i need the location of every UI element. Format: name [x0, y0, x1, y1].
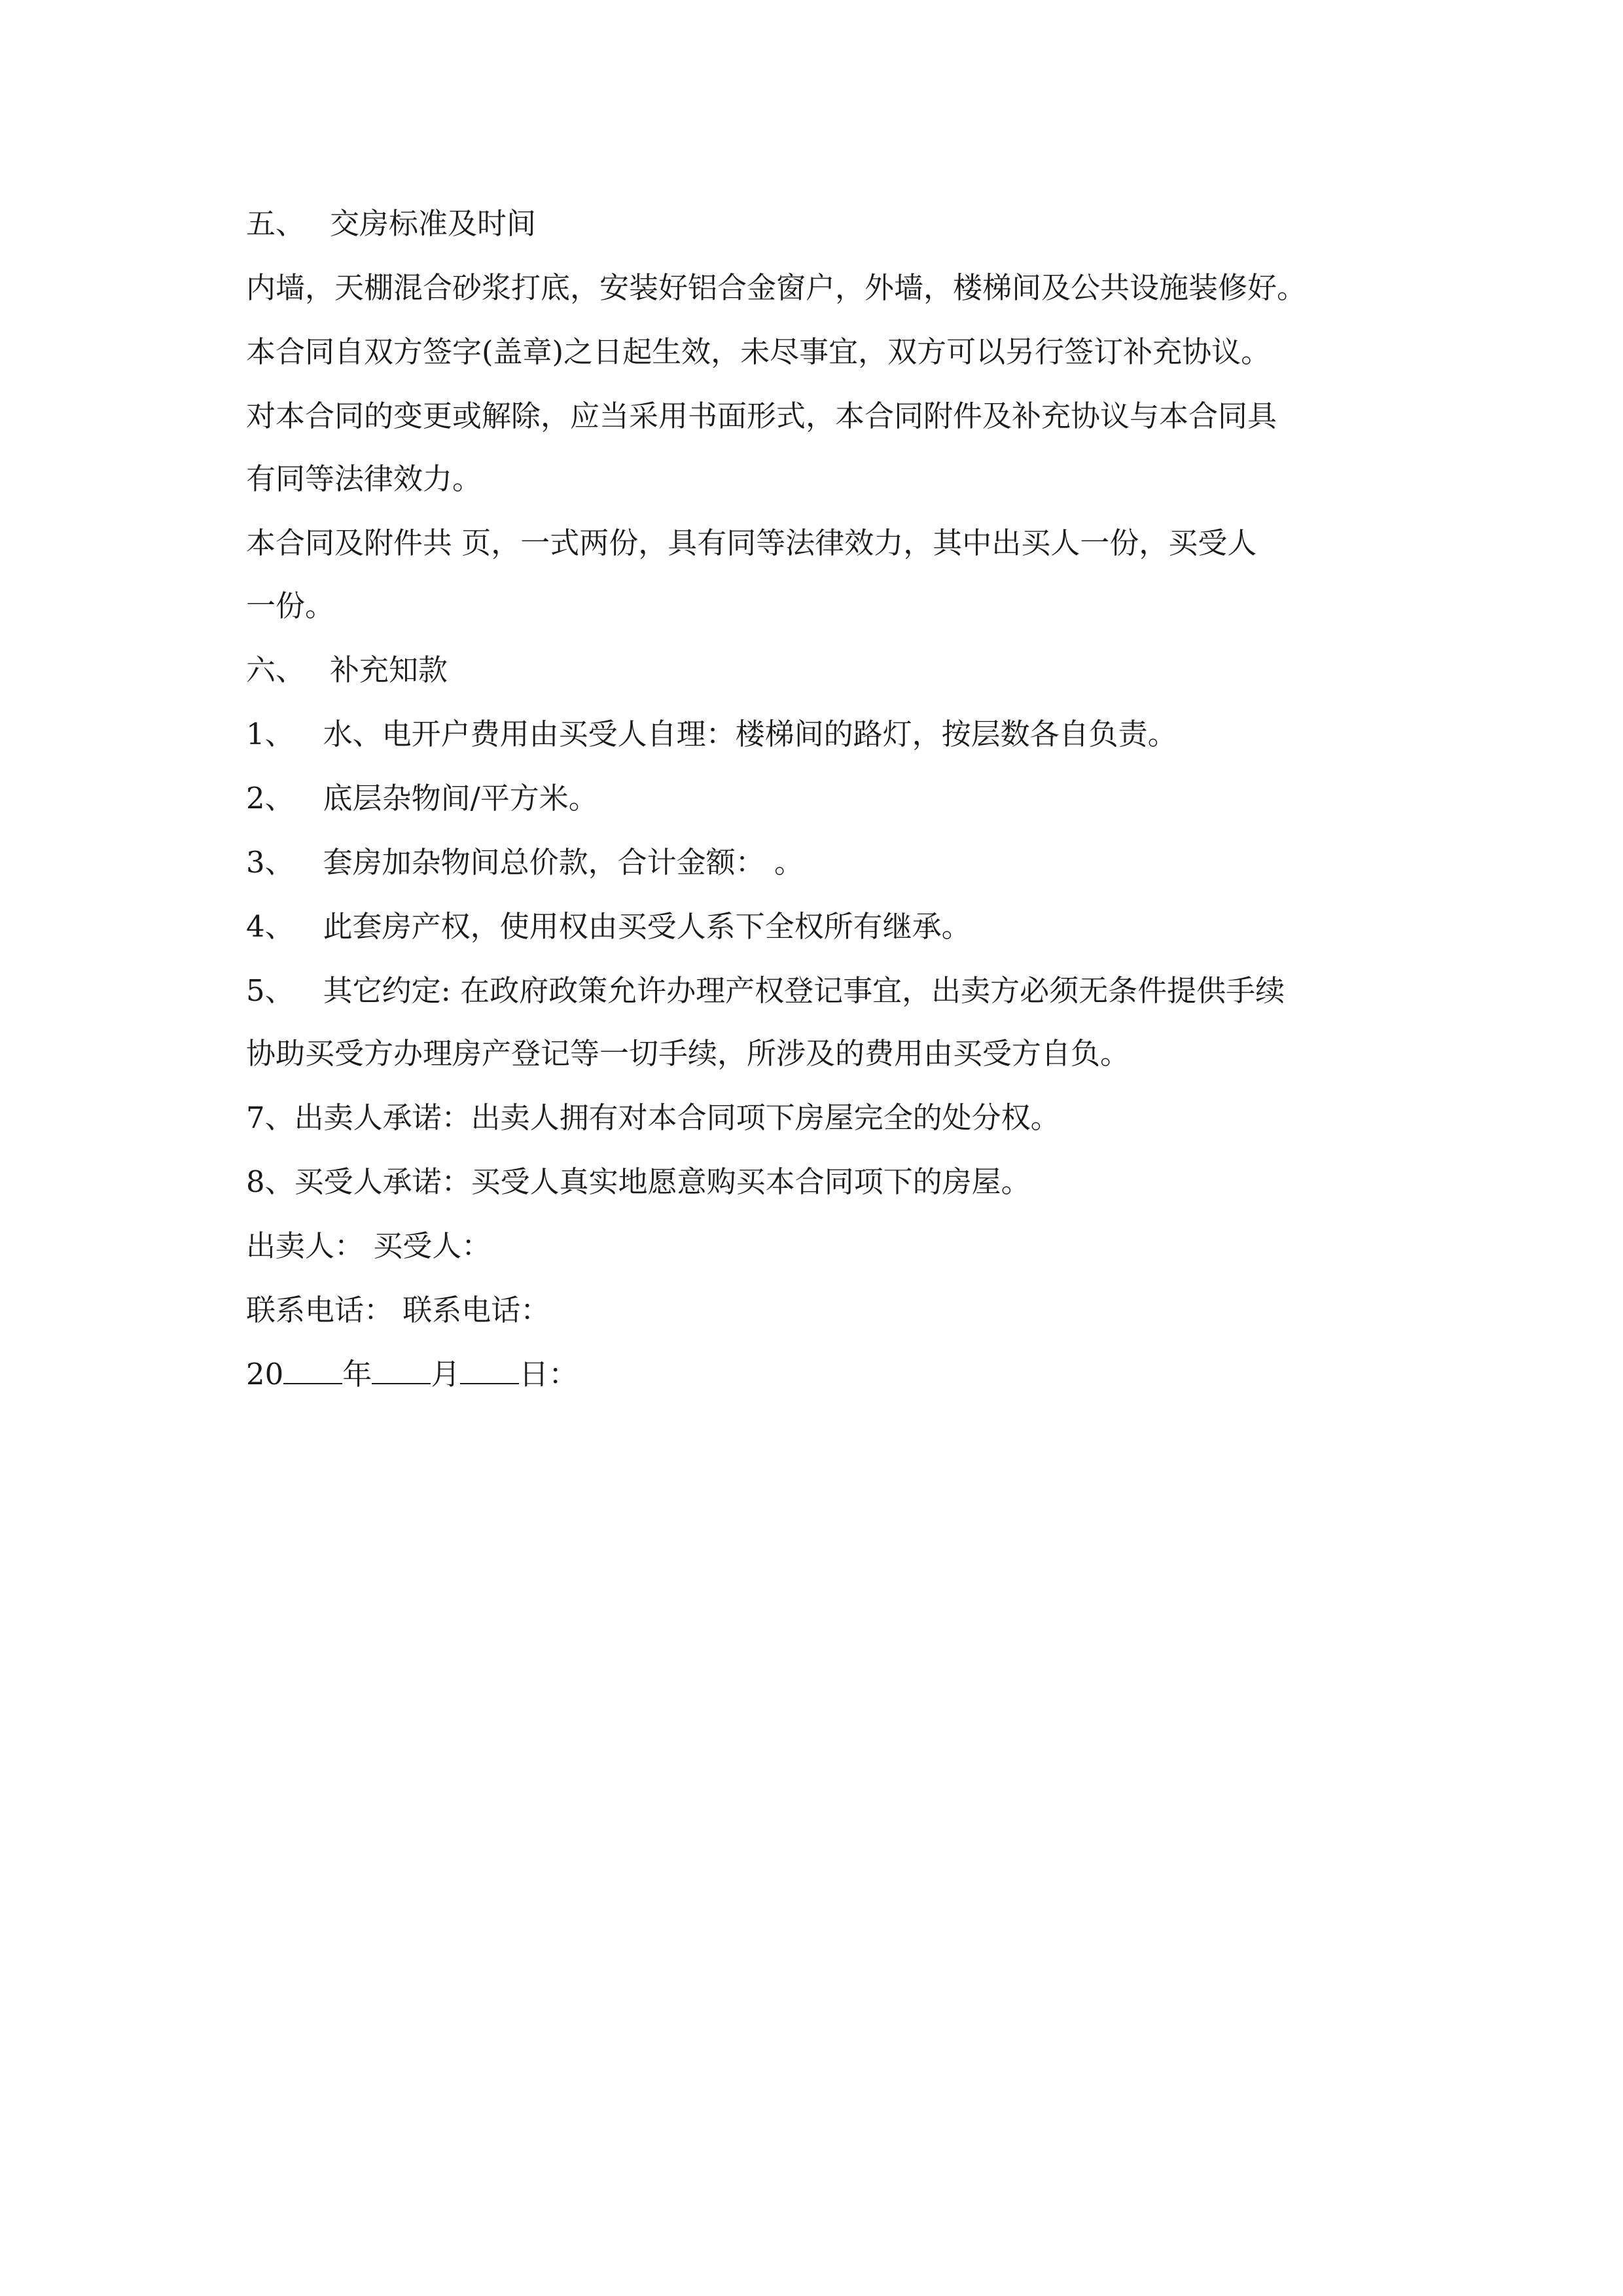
section-number: 六、 — [246, 653, 306, 687]
paragraph-line: 一份。 — [246, 588, 335, 623]
paragraph-line: 7、出卖人承诺：出卖人拥有对本合同项下房屋完全的处分权。 — [246, 1100, 1060, 1135]
list-item — [246, 975, 1398, 1007]
list-item — [246, 911, 1398, 942]
item-number: 1、 — [246, 717, 294, 751]
item-number: 4、 — [246, 909, 294, 944]
item-text: 水、电开户费用由买受人自理：楼梯间的路灯，按层数各自负责。 — [323, 717, 1177, 751]
date-prefix: 20 — [246, 1357, 284, 1391]
signature-line-phone: 联系电话： 联系电话： — [246, 1293, 550, 1327]
date-blank-month — [372, 1361, 431, 1384]
item-number: 2、 — [246, 781, 294, 816]
item-text: 底层杂物间/平方米。 — [323, 781, 598, 816]
paragraph-line: 有同等法律效力。 — [246, 461, 482, 496]
section-heading-5 — [246, 208, 1398, 240]
paragraph-line: 对本合同的变更或解除，应当采用书面形式，本合同附件及补充协议与本合同具 — [246, 399, 1277, 433]
paragraph-line: 8、买受人承诺：买受人真实地愿意购买本合同项下的房屋。 — [246, 1164, 1031, 1199]
item-number: 3、 — [246, 845, 294, 880]
paragraph-line: 内墙，天棚混合砂浆打底，安装好铝合金窗户，外墙，楼梯间及公共设施装修好。 — [246, 270, 1307, 305]
item-text: 套房加杂物间总价款，合计金额： 。 — [323, 845, 804, 880]
list-item — [246, 783, 1398, 814]
date-day-label: 日： — [519, 1357, 579, 1391]
item-text: 此套房产权，使用权由买受人系下全权所有继承。 — [323, 909, 971, 944]
date-year-label: 年 — [342, 1357, 372, 1391]
date-line — [246, 1359, 1398, 1390]
list-item — [246, 719, 1398, 750]
paragraph-line: 协助买受方办理房产登记等一切手续，所涉及的费用由买受方自负。 — [246, 1036, 1130, 1071]
date-blank-day — [460, 1361, 519, 1384]
date-month-label: 月 — [431, 1357, 461, 1391]
item-number: 5、 — [246, 973, 294, 1008]
item-text: 其它约定: 在政府政策允许办理产权登记事宜，出卖方必须无条件提供手续 — [323, 973, 1285, 1008]
list-item — [246, 847, 1398, 878]
paragraph-line: 本合同自双方签字(盖章)之日起生效，未尽事宜，双方可以另行签订补充协议。 — [246, 334, 1271, 369]
date-blank-year — [283, 1361, 342, 1384]
section-title: 交房标准及时间 — [330, 206, 537, 241]
section-number: 五、 — [246, 206, 306, 241]
paragraph-line: 本合同及附件共 页，一式两份，具有同等法律效力，其中出买人一份，买受人 — [246, 526, 1257, 560]
section-title: 补充知款 — [330, 653, 448, 687]
signature-line-parties: 出卖人： 买受人： — [246, 1229, 491, 1263]
section-heading-6 — [246, 655, 1398, 686]
document-body — [246, 208, 1398, 1423]
